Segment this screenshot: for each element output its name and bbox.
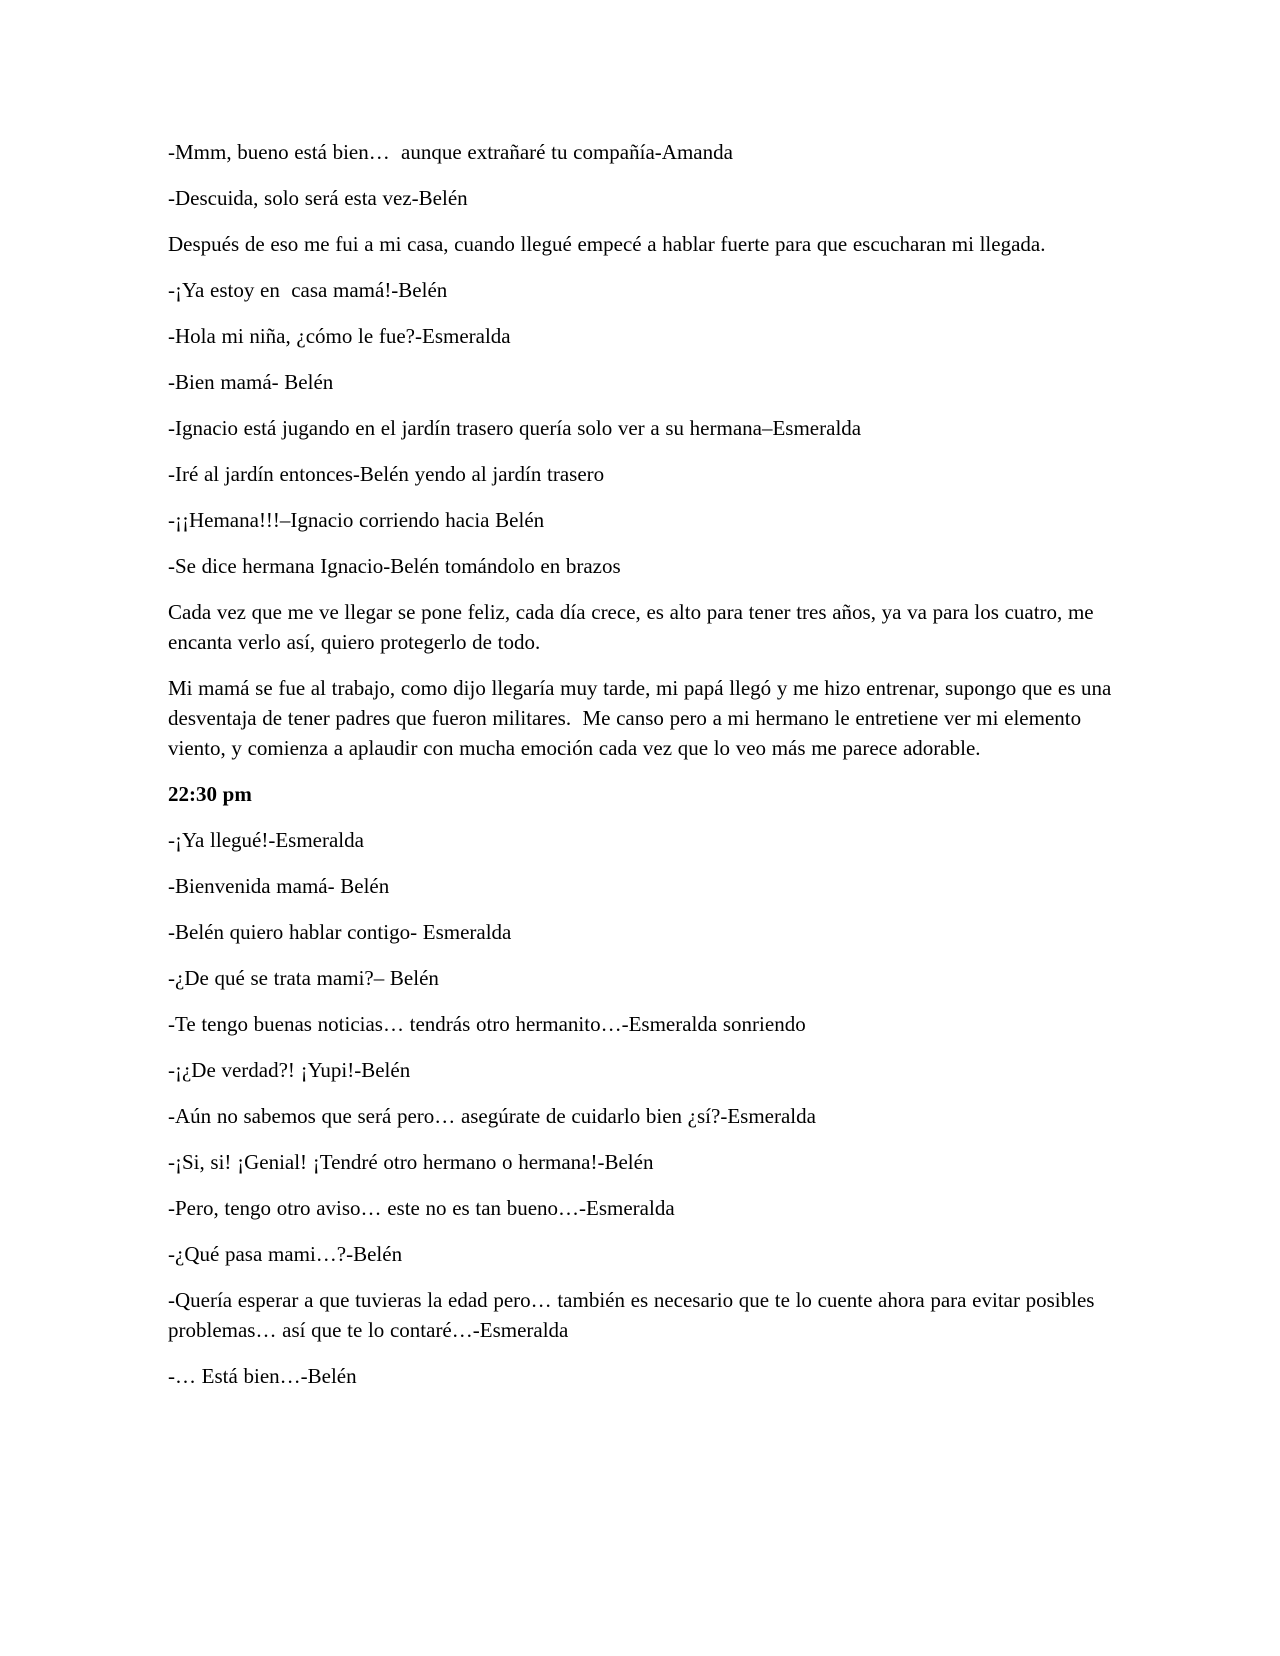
document-body: [168, 137, 1118, 1391]
paragraph: -Bien mamá- Belén: [168, 370, 334, 394]
paragraph: -Ignacio está jugando en el jardín trasero quería solo ver a su hermana–Esmeralda: [168, 416, 862, 440]
paragraph: -Aún no sabemos que será pero… asegúrate de cuidarlo bien ¿sí?-Esmeralda: [168, 1104, 816, 1128]
paragraph: -… Está bien…-Belén: [168, 1364, 357, 1388]
paragraph: -Iré al jardín entonces-Belén yendo al jardín trasero: [168, 462, 605, 486]
paragraph: -¿De qué se trata mami?– Belén: [168, 966, 439, 990]
paragraph: -Quería esperar a que tuvieras la edad pero… también es necesario que te lo cuente ahora para evitar posibles problemas… así que te lo contaré…-Esmeralda: [168, 1288, 1101, 1342]
paragraph: -Belén quiero hablar contigo- Esmeralda: [168, 920, 512, 944]
paragraph: -Te tengo buenas noticias… tendrás otro hermanito…-Esmeralda sonriendo: [168, 1012, 806, 1036]
paragraph: -¡¿De verdad?! ¡Yupi!-Belén: [168, 1058, 411, 1082]
paragraph: -Pero, tengo otro aviso… este no es tan bueno…-Esmeralda: [168, 1196, 675, 1220]
paragraph: -¿Qué pasa mami…?-Belén: [168, 1242, 403, 1266]
paragraph: -Descuida, solo será esta vez-Belén: [168, 186, 468, 210]
paragraph: Mi mamá se fue al trabajo, como dijo llegaría muy tarde, mi papá llegó y me hizo entrenar, supongo que es una desventaja de tener padres que fueron militares. Me canso pero a mi hermano le entretiene ver mi elemento viento, y comienza a aplaudir con mucha emoción cada vez que lo veo más me parece adorable.: [168, 676, 1118, 760]
paragraph: -¡¡Hemana!!!–Ignacio corriendo hacia Belén: [168, 508, 545, 532]
paragraph: Después de eso me fui a mi casa, cuando llegué empecé a hablar fuerte para que escucharan mi llegada.: [168, 232, 1046, 256]
paragraph: -Se dice hermana Ignacio-Belén tomándolo en brazos: [168, 554, 621, 578]
time-heading: 22:30 pm: [168, 782, 252, 806]
paragraph: -¡Ya llegué!-Esmeralda: [168, 828, 364, 852]
paragraph: -¡Ya estoy en casa mamá!-Belén: [168, 278, 448, 302]
paragraph: Cada vez que me ve llegar se pone feliz, cada día crece, es alto para tener tres años, ya va para los cuatro, me encanta verlo así, quiero protegerlo de todo.: [168, 600, 1100, 654]
paragraph: -¡Si, si! ¡Genial! ¡Tendré otro hermano o hermana!-Belén: [168, 1150, 654, 1174]
paragraph: -Bienvenida mamá- Belén: [168, 874, 390, 898]
paragraph: -Mmm, bueno está bien… aunque extrañaré tu compañía-Amanda: [168, 140, 733, 164]
paragraph: -Hola mi niña, ¿cómo le fue?-Esmeralda: [168, 324, 511, 348]
